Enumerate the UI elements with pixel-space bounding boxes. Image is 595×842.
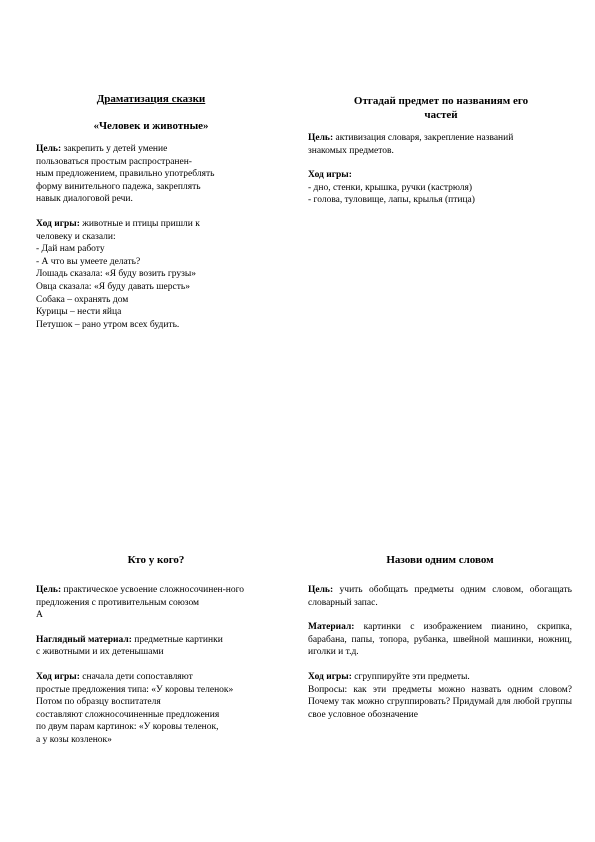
questions-paragraph: Вопросы: как эти предметы можно назвать одним словом? Почему так можно сгруппировать? Придумай для любой группы свое условное обозначение — [308, 684, 572, 720]
card-title — [308, 94, 574, 122]
card-who-has-whom — [36, 553, 276, 747]
goal-text: знакомых предметов. — [308, 145, 394, 156]
card-title-line: частей — [424, 109, 458, 121]
game-text: Потом по образцу воспитателя — [36, 697, 161, 708]
goal-label: Цель: — [36, 144, 62, 154]
game-text: - А что вы умеете делать? — [36, 256, 141, 267]
game-paragraph — [36, 218, 266, 331]
card-subtitle: «Человек и животные» — [93, 120, 209, 132]
game-text: Овца сказала: «Я буду давать шерсть» — [36, 281, 190, 292]
game-text: по двум парам картинок: «У коровы теленок, — [36, 722, 219, 733]
goal-text: предложения с противительным союзом — [36, 597, 200, 608]
material-paragraph — [36, 634, 276, 659]
game-text: сначала дети сопоставляют — [79, 671, 193, 682]
goal-text: навык диалоговой речи. — [36, 194, 133, 205]
game-text: - дно, стенки, крышка, ручки (кастрюля) — [308, 182, 473, 193]
goal-paragraph — [36, 143, 266, 206]
goal-text: активизация словаря, закрепление названий — [333, 133, 514, 143]
game-paragraph — [308, 671, 572, 684]
card-guess-object — [308, 94, 574, 207]
material-label: Материал: — [308, 622, 355, 633]
game-paragraph — [36, 671, 276, 747]
game-text: а у козы козленок» — [36, 734, 112, 745]
goal-text: форму винительного падежа, закреплять — [36, 181, 201, 192]
game-text: Петушок – рано утром всех будить. — [36, 319, 180, 330]
goal-label: Цель: — [308, 585, 334, 595]
card-name-one-word — [308, 553, 572, 721]
game-text: сгруппируйте эти предметы. — [351, 671, 470, 682]
material-paragraph — [308, 621, 572, 659]
goal-text: закрепить у детей умение — [61, 144, 168, 154]
goal-label: Цель: — [36, 585, 62, 595]
goal-text: ным предложением, правильно употреблять — [36, 169, 215, 180]
game-text: животные и птицы пришли к — [79, 218, 200, 229]
game-text: - голова, туловище, лапы, крылья (птица) — [308, 195, 475, 206]
game-label: Ход игры: — [308, 170, 352, 181]
material-label: Наглядный материал: — [36, 634, 132, 645]
game-text: Курицы – нести яйца — [36, 307, 122, 318]
game-text: Собака – охранять дом — [36, 294, 129, 305]
material-text: с животными и их детенышами — [36, 647, 164, 658]
game-paragraph — [308, 169, 574, 207]
goal-paragraph — [308, 584, 572, 609]
game-text: составляют сложносочиненные предложения — [36, 709, 220, 720]
game-label: Ход игры: — [36, 218, 80, 229]
card-dramatization — [36, 92, 266, 331]
goal-paragraph — [308, 132, 574, 157]
goal-paragraph — [36, 584, 276, 622]
card-title-line: Отгадай предмет по названиям его — [353, 95, 529, 107]
game-text: человеку и сказали: — [36, 231, 116, 242]
goal-label: Цель: — [308, 133, 334, 143]
goal-text: учить обобщать предметы одним словом, обогащать словарный запас. — [308, 585, 572, 608]
goal-text: А — [36, 610, 43, 621]
goal-text: практическое усвоение сложносочинен-ного — [61, 585, 245, 595]
game-label: Ход игры: — [36, 671, 80, 682]
goal-text: пользоваться простым распространен- — [36, 156, 192, 167]
game-label: Ход игры: — [308, 671, 352, 682]
material-text: картинки с изображением пианино, скрипка, барабана, папы, топора, рубанка, швейной машинки, ножниц, иголки и т.д. — [308, 622, 572, 658]
card-title: Кто у кого? — [127, 554, 185, 566]
card-title: Назови одним словом — [386, 554, 494, 566]
game-text: - Дай нам работу — [36, 244, 105, 255]
material-text: предметные картинки — [131, 634, 223, 645]
game-text: Лошадь сказала: «Я буду возить грузы» — [36, 269, 197, 280]
game-text: простые предложения типа: «У коровы теленок» — [36, 684, 234, 695]
card-title: Драматизация сказки — [96, 93, 206, 105]
